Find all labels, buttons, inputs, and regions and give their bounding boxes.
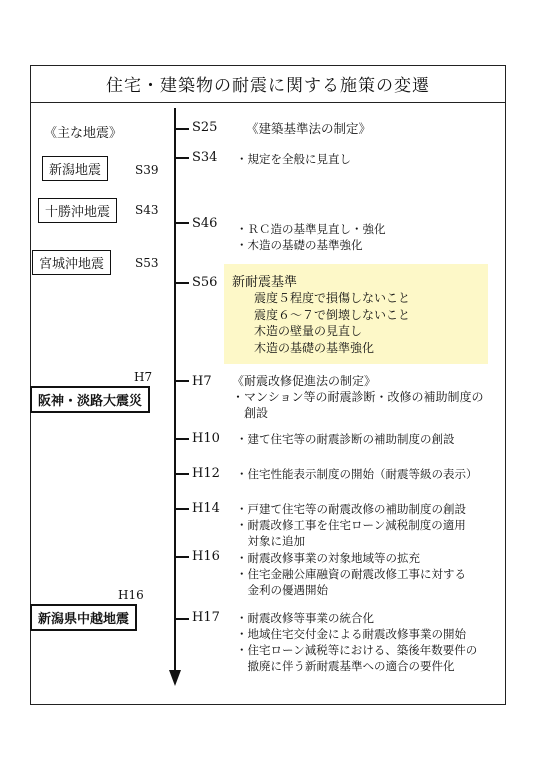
timeline-tick: [175, 157, 189, 159]
timeline-tick: [175, 222, 189, 224]
quake-tokachi: 十勝沖地震: [38, 198, 117, 223]
event-note: ・住宅性能表示制度の開始（耐震等級の表示）: [236, 467, 478, 481]
event-note: ・戸建て住宅等の耐震改修の補助制度の創設 ・耐震改修工事を住宅ローン減税制度の適用 対象に追加: [236, 502, 466, 548]
era-label: S46: [192, 216, 218, 231]
quake-year: H7: [134, 370, 153, 384]
era-label: S25: [192, 120, 218, 135]
timeline-tick: [175, 473, 189, 475]
timeline-tick: [175, 438, 189, 440]
era-label: H12: [192, 466, 220, 481]
era-label: S56: [192, 275, 218, 290]
event-note: ・ＲＣ造の基準見直し・強化 ・木造の基礎の基準強化: [236, 222, 386, 252]
timeline-axis: [174, 108, 176, 673]
era-label: H10: [192, 431, 220, 446]
quake-miyagi: 宮城沖地震: [32, 250, 111, 275]
quake-year: S43: [135, 203, 159, 217]
timeline-tick: [175, 282, 189, 284]
era-label: H17: [192, 610, 220, 625]
era-label: H7: [192, 374, 212, 389]
event-note: ・建て住宅等の耐震診断の補助制度の創設: [236, 432, 455, 446]
event-note: ・規定を全般に見直し: [236, 152, 351, 166]
era-label: S34: [192, 150, 218, 165]
quake-hanshin: 阪神・淡路大震災: [30, 386, 150, 413]
timeline-tick: [175, 508, 189, 510]
quake-year: S39: [135, 163, 159, 177]
timeline-tick: [175, 380, 189, 382]
event-note: ・耐震改修事業の対象地域等の拡充 ・住宅金融公庫融資の耐震改修工事に対する 金利の優遇開始: [236, 551, 466, 597]
diagram-title: 住宅・建築物の耐震に関する施策の変遷: [30, 65, 506, 103]
quake-niigata: 新潟地震: [42, 156, 108, 181]
event-note: 《耐震改修促進法の制定》 ・マンション等の耐震診断・改修の補助制度の 創設: [232, 374, 484, 420]
event-note: ・耐震改修等事業の統合化 ・地域住宅交付金による耐震改修事業の開始 ・住宅ローン減税等における、築後年数要件の 撤廃に伴う新耐震基準への適合の要件化: [236, 611, 478, 673]
era-label: H14: [192, 501, 220, 516]
new-seismic-standard-title: 新耐震基準: [232, 275, 298, 290]
era-label: H16: [192, 549, 220, 564]
timeline-arrow-icon: [169, 670, 181, 686]
event-note: 《建築基準法の制定》: [246, 121, 372, 136]
timeline-tick: [175, 128, 189, 130]
quake-year: S53: [135, 256, 159, 270]
timeline-tick: [175, 556, 189, 558]
timeline-tick: [175, 618, 189, 620]
quake-chuetsu: 新潟県中越地震: [30, 604, 137, 631]
new-seismic-standard-list: 震度５程度で損傷しないこと 震度６～７で倒壊しないこと 木造の壁量の見直し 木造の基礎の基準強化: [254, 291, 411, 355]
quake-year: H16: [118, 588, 144, 602]
quakes-heading: 《主な地震》: [44, 126, 123, 141]
